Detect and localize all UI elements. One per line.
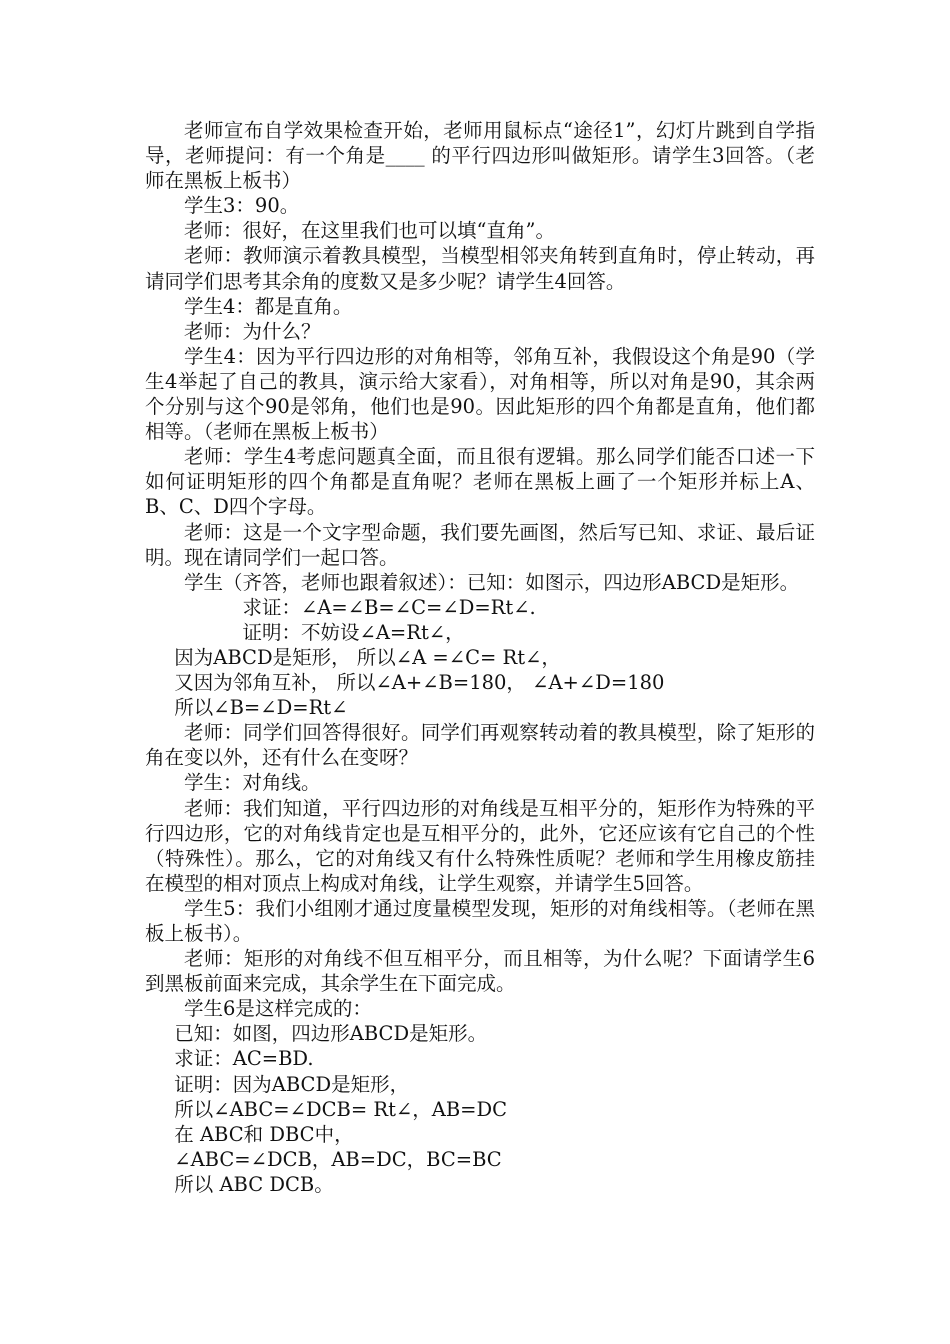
paragraph: 学生4：因为平行四边形的对角相等，邻角互补，我假设这个角是90（学生4举起了自己的教具，演示给大家看），对角相等，所以对角是90，其余两个分别与这个90是邻角，他们也是90。因此矩形的四个角都是直角，他们都相等。（老师在黑板上板书） (145, 344, 815, 444)
proof-line: 所以 ABC DCB。 (174, 1172, 334, 1196)
paragraph: 老师：矩形的对角线不但互相平分，而且相等，为什么呢？下面请学生6到黑板前面来完成，其余学生在下面完成。 (145, 947, 815, 996)
paragraph: 老师：教师演示着教具模型，当模型相邻夹角转到直角时，停止转动，再请同学们思考其余角的度数又是多少呢？请学生4回答。 (145, 244, 815, 293)
proof-line: 又因为邻角互补， 所以∠A+∠B=180， ∠A+∠D=180 (174, 671, 665, 695)
paragraph: 学生（齐答，老师也跟着叙述）：已知：如图示，四边形ABCD是矩形。 (184, 570, 800, 594)
paragraph: 老师：为什么？ (184, 319, 321, 343)
paragraph: 学生4：都是直角。 (184, 294, 353, 318)
proof-line: 求证：AC=BD. (174, 1047, 314, 1071)
paragraph: 老师：很好，在这里我们也可以填“直角”。 (184, 219, 555, 243)
paragraph: 老师：学生4考虑问题真全面，而且很有逻辑。那么同学们能否口述一下如何证明矩形的四个角都是直角呢？老师在黑板上画了一个矩形并标上A、B、C、D四个字母。 (145, 445, 815, 519)
proof-line: 已知：如图，四边形ABCD是矩形。 (174, 1022, 488, 1046)
paragraph: 老师：我们知道，平行四边形的对角线是互相平分的，矩形作为特殊的平行四边形，它的对角线肯定也是互相平分的，此外，它还应该有它自己的个性（特殊性）。那么，它的对角线又有什么特殊性质呢？老师和学生用橡皮筋挂在模型的相对顶点上构成对角线，让学生观察，并请学生5回答。 (145, 796, 815, 895)
proof-line: ∠ABC=∠DCB，AB=DC，BC=BC (174, 1147, 502, 1171)
paragraph: 老师：这是一个文字型命题，我们要先画图，然后写已知、求证、最后证明。现在请同学们一起口答。 (145, 520, 815, 569)
paragraph: 学生5：我们小组刚才通过度量模型发现，矩形的对角线相等。（老师在黑板上板书）。 (145, 896, 815, 945)
paragraph: 学生6是这样完成的： (184, 997, 372, 1021)
proof-line: 求证：∠A=∠B=∠C=∠D=Rt∠. (242, 595, 536, 619)
paragraph: 学生：对角线。 (184, 771, 321, 795)
paragraph: 老师：同学们回答得很好。同学们再观察转动着的教具模型，除了矩形的角在变以外，还有什么在变呀？ (145, 721, 815, 770)
proof-line: 所以∠B=∠D=Rt∠ (174, 696, 348, 720)
paragraph: 老师宣布自学效果检查开始，老师用鼠标点“途径1”，幻灯片跳到自学指导，老师提问：有一个角是____ 的平行四边形叫做矩形。请学生3回答。（老师在黑板上板书） (145, 119, 815, 193)
proof-line: 所以∠ABC=∠DCB= Rt∠，AB=DC (174, 1097, 508, 1121)
proof-line: 在 ABC和 DBC中， (174, 1122, 354, 1146)
document-body (145, 118, 815, 1197)
paragraph: 学生3：90。 (184, 194, 300, 218)
proof-line: 证明：不妨设∠A=Rt∠， (242, 620, 465, 644)
proof-line: 证明：因为ABCD是矩形， (174, 1072, 410, 1096)
proof-line: 因为ABCD是矩形， 所以∠A =∠C= Rt∠， (174, 645, 561, 669)
